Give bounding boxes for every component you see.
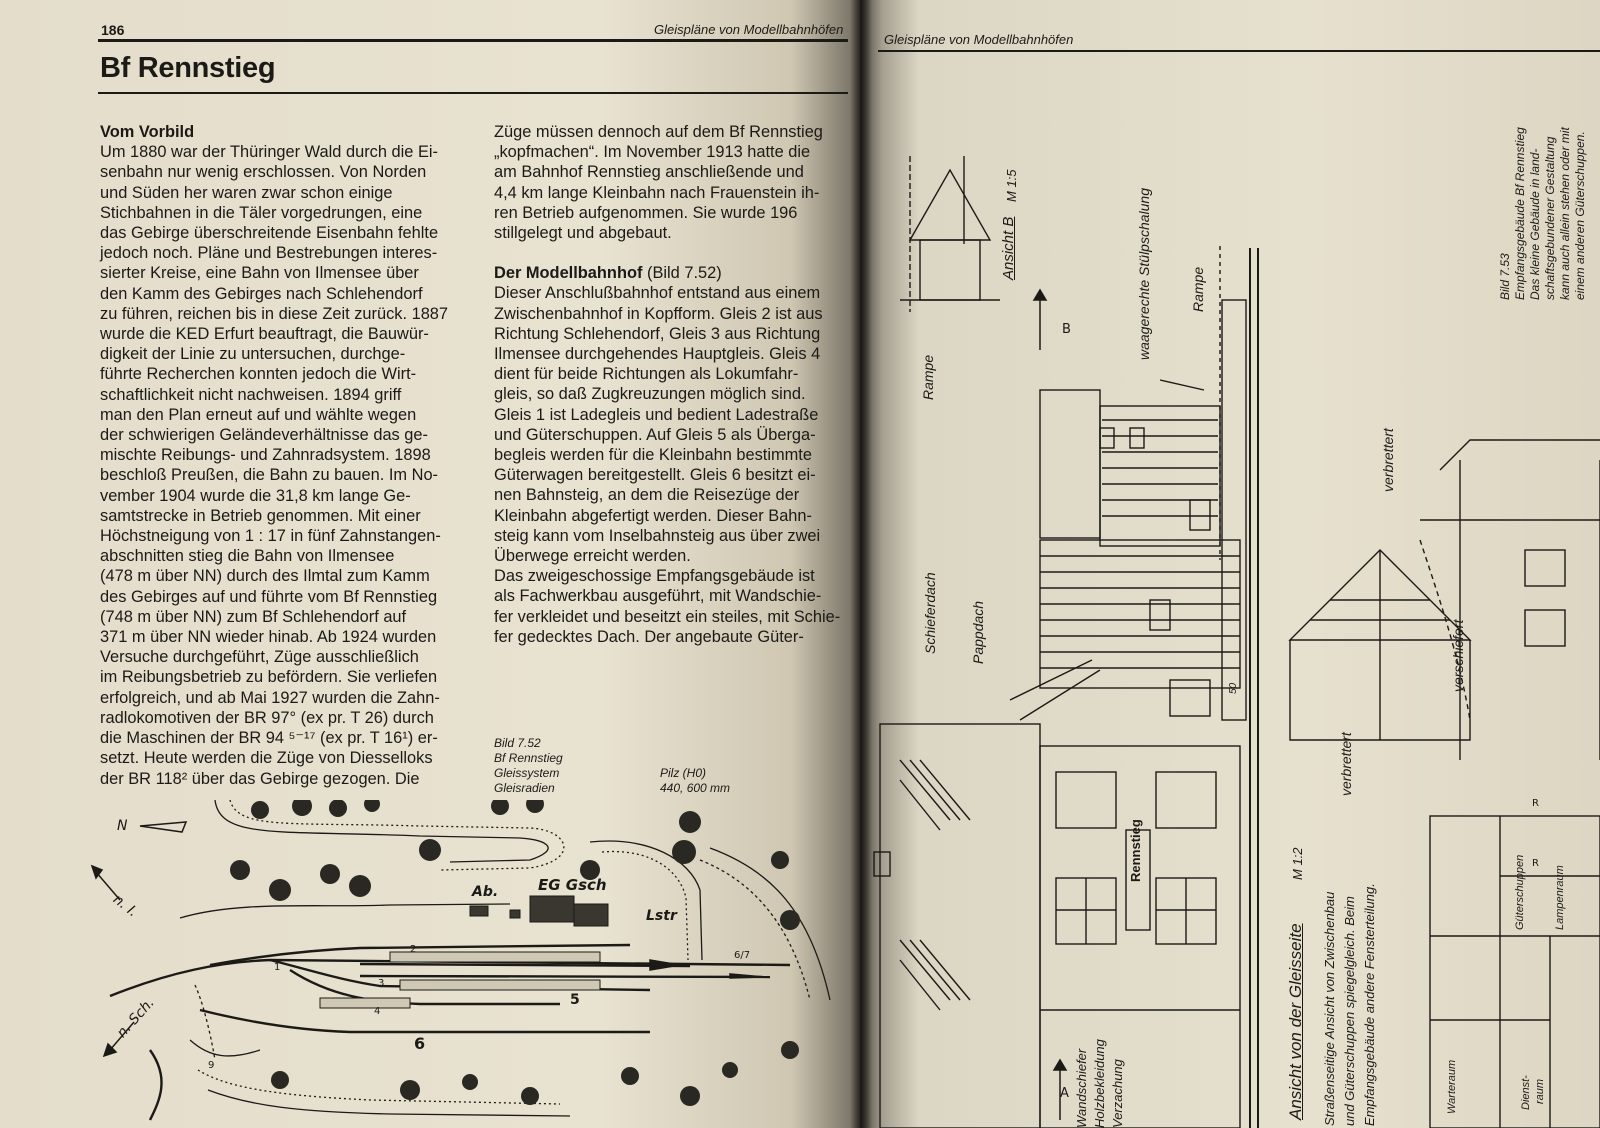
ansicht-gleisseite-scale: M 1:2 bbox=[1290, 847, 1305, 880]
abort-label: Ab. bbox=[472, 884, 499, 900]
text-line: dient für beide Richtungen als Lokumfahr- bbox=[494, 365, 799, 384]
caption-line: schaftsgebundener Gestaltung bbox=[1543, 136, 1557, 300]
track-number-6: 6 bbox=[414, 1034, 426, 1053]
text-line: samtstrecke in Betrieb genommen. Mit einer bbox=[100, 506, 421, 525]
note-line: Straßenseitige Ansicht von Zwischenbau bbox=[1322, 891, 1337, 1126]
section-heading-vorbild: Vom Vorbild bbox=[100, 123, 195, 141]
text-line: „kopfmachen“. Im November 1913 hatte die bbox=[494, 143, 811, 162]
text-line: Das zweigeschossige Empfangsgebäude ist bbox=[494, 567, 815, 586]
text-line: führte Recherchen konnten jedoch die Wirt- bbox=[100, 365, 417, 384]
section-heading-modellbahnhof bbox=[494, 263, 854, 283]
ansicht-gleisseite-label: Ansicht von der Gleisseite bbox=[1286, 923, 1305, 1120]
text-line: des Gebirges auf und führte vom Bf Rennstieg bbox=[100, 587, 438, 606]
text-line: Züge müssen dennoch auf dem Bf Rennstieg bbox=[494, 123, 823, 141]
text-line: stillgelegt und abgebaut. bbox=[494, 224, 672, 243]
text-line: schaftlichkeit nicht nachweisen. 1894 griff bbox=[100, 385, 402, 404]
caption-number: Bild 7.53 bbox=[1498, 253, 1512, 300]
text-line: setzt. Heute werden die Züge von Diesselloks bbox=[100, 749, 433, 768]
column-1 bbox=[100, 122, 466, 789]
dienstraum-label-1: Dienst- bbox=[1520, 1075, 1532, 1110]
track-number-5: 5 bbox=[570, 992, 580, 1008]
building-drawing bbox=[860, 60, 1600, 1128]
column-2 bbox=[494, 122, 854, 647]
text-line: das Gebirge überschreitende Eisenbahn fehlte bbox=[100, 224, 439, 243]
pappdach-label: Pappdach bbox=[970, 600, 986, 664]
text-line: steig kann vom Inselbahnsteig aus über zwei bbox=[494, 526, 821, 545]
text-line: beschloß Preußen, die Bahn zu bauen. Im No- bbox=[100, 466, 439, 485]
text-line: Güterwagen bereitgestellt. Gleis 6 besitzt ei- bbox=[494, 466, 816, 485]
caption-label-system: Gleissystem bbox=[494, 766, 560, 780]
ladestrasse-label: Lstr bbox=[646, 908, 677, 924]
r-label-2: R bbox=[1532, 858, 1539, 869]
note-line: und Güterschuppen spiegelgleich. Beim bbox=[1342, 896, 1357, 1126]
direction-schlehendorf-label: n. Sch. bbox=[113, 994, 158, 1042]
rampe-label-upper: Rampe bbox=[1190, 266, 1206, 312]
text-line: Zwischenbahnhof in Kopfform. Gleis 2 ist aus bbox=[494, 304, 823, 323]
header-rule-right bbox=[878, 50, 1600, 52]
text-line: den Kamm des Gebirges nach Schlehendorf bbox=[100, 284, 423, 303]
caption-title: Bf Rennstieg bbox=[494, 751, 563, 765]
text-line: (748 m über NN) zum Bf Schlehendorf auf bbox=[100, 607, 407, 626]
direction-ilmensee-label: n. I. bbox=[109, 891, 141, 921]
text-line: vember 1904 wurde die 31,8 km lange Ge- bbox=[100, 486, 411, 505]
text-line: die Maschinen der BR 94 ⁵⁻¹⁷ (ex pr. T 16¹) er- bbox=[100, 729, 438, 748]
track-number-2: 2 bbox=[410, 944, 417, 955]
text-line: gleis, so daß Zugkreuzungen möglich sind. bbox=[494, 385, 806, 404]
track-number-1: 1 bbox=[274, 962, 281, 973]
wandschiefer-label: Wandschiefer bbox=[1074, 1048, 1089, 1128]
text-line: Kleinbahn abgefertigt werden. Dieser Bahn- bbox=[494, 506, 812, 525]
text-line: der BR 118² über das Gebirge gezogen. Die bbox=[100, 769, 420, 788]
text-line: ren Betrieb aufgenommen. Sie wurde 196 bbox=[494, 203, 798, 222]
page-title: Bf Rennstieg bbox=[100, 52, 276, 84]
book-gutter bbox=[850, 0, 872, 1128]
text-line: Überwege erreicht werden. bbox=[494, 547, 691, 566]
dimension-50: 50 bbox=[1228, 682, 1239, 694]
text-line: zu führen, reichen bis in diese Zeit zurück. 1887 bbox=[100, 304, 449, 323]
text-line: sierter Kreise, eine Bahn von Ilmensee über bbox=[100, 264, 419, 283]
schieferdach-label: Schieferdach bbox=[922, 572, 938, 654]
verbrettert-label-lower: verbrettert bbox=[1338, 732, 1354, 796]
text-line: Höchstneigung von 1 : 17 in fünf Zahnstangen- bbox=[100, 527, 441, 546]
text-line: radlokomotiven der BR 97° (ex pr. T 26) durch bbox=[100, 708, 434, 727]
caption-label-radii: Gleisradien bbox=[494, 781, 555, 795]
caption-line: Das kleine Gebäude in land- bbox=[1528, 148, 1542, 300]
verschiefert-label: verschiefert bbox=[1450, 619, 1466, 692]
text-line: Versuche durchgeführt, Züge ausschließlich bbox=[100, 648, 419, 667]
caption-system-value: Pilz (H0) bbox=[660, 766, 707, 780]
header-rule bbox=[98, 39, 848, 42]
text-line: begleis werden für die Kleinbahn bestimmte bbox=[494, 446, 812, 465]
heading-figure-ref: (Bild 7.52) bbox=[646, 264, 722, 283]
text-line: und Güterschuppen. Auf Gleis 5 als Überga- bbox=[494, 425, 816, 444]
text-line: digkeit der Linie zu untersuchen, durchge- bbox=[100, 345, 406, 364]
dienstraum-label-2: raum bbox=[1534, 1078, 1546, 1104]
text-line: am Bahnhof Rennstieg anschließende und bbox=[494, 163, 804, 182]
verbrettert-label-upper: verbrettert bbox=[1380, 428, 1396, 492]
ansicht-b-label: Ansicht B bbox=[1000, 216, 1017, 280]
running-head-right: Gleispläne von Modellbahnhöfen bbox=[884, 32, 1074, 47]
arrow-b-label: B bbox=[1062, 322, 1071, 337]
text-line: Gleis 1 ist Ladegleis und bedient Ladestraße bbox=[494, 405, 819, 424]
rampe-label-left: Rampe bbox=[920, 354, 936, 400]
north-label: N bbox=[117, 818, 128, 834]
text-line: mischte Reibungs- und Zahnradsystem. 1898 bbox=[100, 446, 431, 465]
text-line: fer verkleidet und beseitzt ein steiles, mit Schie- bbox=[494, 607, 841, 626]
track-plan-diagram bbox=[90, 800, 850, 1128]
title-rule bbox=[98, 92, 848, 94]
stuelpschalung-label: waagerechte Stülpschalung bbox=[1136, 187, 1152, 360]
r-label-1: R bbox=[1532, 798, 1539, 809]
note-line: Empfangsgebäude andere Fensterteilung. bbox=[1362, 883, 1377, 1126]
ansicht-b-scale: M 1:5 bbox=[1004, 169, 1019, 202]
running-head-left: Gleispläne von Modellbahnhöfen bbox=[654, 22, 844, 37]
text-line: 4,4 km lange Kleinbahn nach Frauenstein ih- bbox=[494, 183, 820, 202]
verzachung-label: Verzachung bbox=[1110, 1059, 1125, 1128]
caption-line: Empfangsgebäude Bf Rennstieg bbox=[1513, 127, 1527, 300]
text-line: und Süden her waren zwar schon einige bbox=[100, 183, 393, 202]
figure-caption-7-52 bbox=[494, 736, 563, 796]
text-line: der schwierigen Geländeverhältnisse das ge- bbox=[100, 426, 428, 445]
caption-line: kann auch allein stehen oder mit bbox=[1558, 127, 1572, 300]
text-line: 371 m über NN wieder hinab. Ab 1924 wurden bbox=[100, 628, 437, 647]
gueterschuppen-label: Güterschuppen bbox=[1514, 854, 1526, 930]
eg-gsch-label: EG Gsch bbox=[538, 876, 607, 894]
text-line: abschnitten stieg die Bahn von Ilmensee bbox=[100, 547, 395, 566]
track-number-3: 3 bbox=[378, 978, 385, 989]
caption-radii-value: 440, 600 mm bbox=[660, 781, 731, 795]
text-line: Stichbahnen in die Täler vorgedrungen, eine bbox=[100, 203, 423, 222]
warteraum-label: Warteraum bbox=[1446, 1059, 1458, 1114]
track-number-6-7: 6/7 bbox=[734, 950, 751, 961]
figure-caption-values bbox=[660, 766, 730, 796]
text-line: (478 m über NN) durch des Ilmtal zum Kamm bbox=[100, 567, 430, 586]
lampenraum-label: Lampenraum bbox=[1554, 865, 1566, 930]
text-line: fer gedecktes Dach. Der angebaute Güter- bbox=[494, 627, 804, 646]
text-line: Ilmensee durchgehendes Hauptgleis. Gleis 4 bbox=[494, 345, 821, 364]
text-line: im Reibungsbetrieb zu befördern. Sie verliefen bbox=[100, 668, 438, 687]
heading-text: Der Modellbahnhof bbox=[494, 264, 643, 283]
text-line: erfolgreich, und ab Mai 1927 wurden die Zahn- bbox=[100, 688, 440, 707]
arrow-a-label: A bbox=[1060, 1086, 1069, 1101]
text-line: Um 1880 war der Thüringer Wald durch die Ei- bbox=[100, 143, 438, 162]
text-line: jedoch noch. Pläne und Bestrebungen interes- bbox=[100, 244, 438, 263]
text-line: als Fachwerkbau ausgeführt, mit Wandschie- bbox=[494, 587, 822, 606]
caption-line: einem anderen Güterschuppen. bbox=[1573, 131, 1587, 300]
holzbekleidung-label: Holzbekleidung bbox=[1092, 1039, 1107, 1128]
text-line: man den Plan erneut auf und wählte wegen bbox=[100, 405, 417, 424]
drawing-note bbox=[1320, 883, 1380, 1126]
text-line: wurde die KED Erfurt beauftragt, die Bauwür- bbox=[100, 325, 429, 344]
track-number-9: 9 bbox=[208, 1060, 215, 1071]
text-line: Richtung Schlehendorf, Gleis 3 aus Richtung bbox=[494, 324, 821, 343]
page-number: 186 bbox=[101, 22, 125, 38]
text-line: Dieser Anschlußbahnhof entstand aus einem bbox=[494, 284, 821, 303]
text-line: senbahn nur wenig erschlossen. Von Norden bbox=[100, 163, 427, 182]
right-page bbox=[860, 0, 1600, 1128]
caption-number: Bild 7.52 bbox=[494, 736, 541, 750]
station-sign: Rennstieg bbox=[1128, 819, 1143, 882]
track-number-4: 4 bbox=[374, 1006, 381, 1017]
text-line: nen Bahnsteig, an dem die Reisezüge der bbox=[494, 486, 800, 505]
